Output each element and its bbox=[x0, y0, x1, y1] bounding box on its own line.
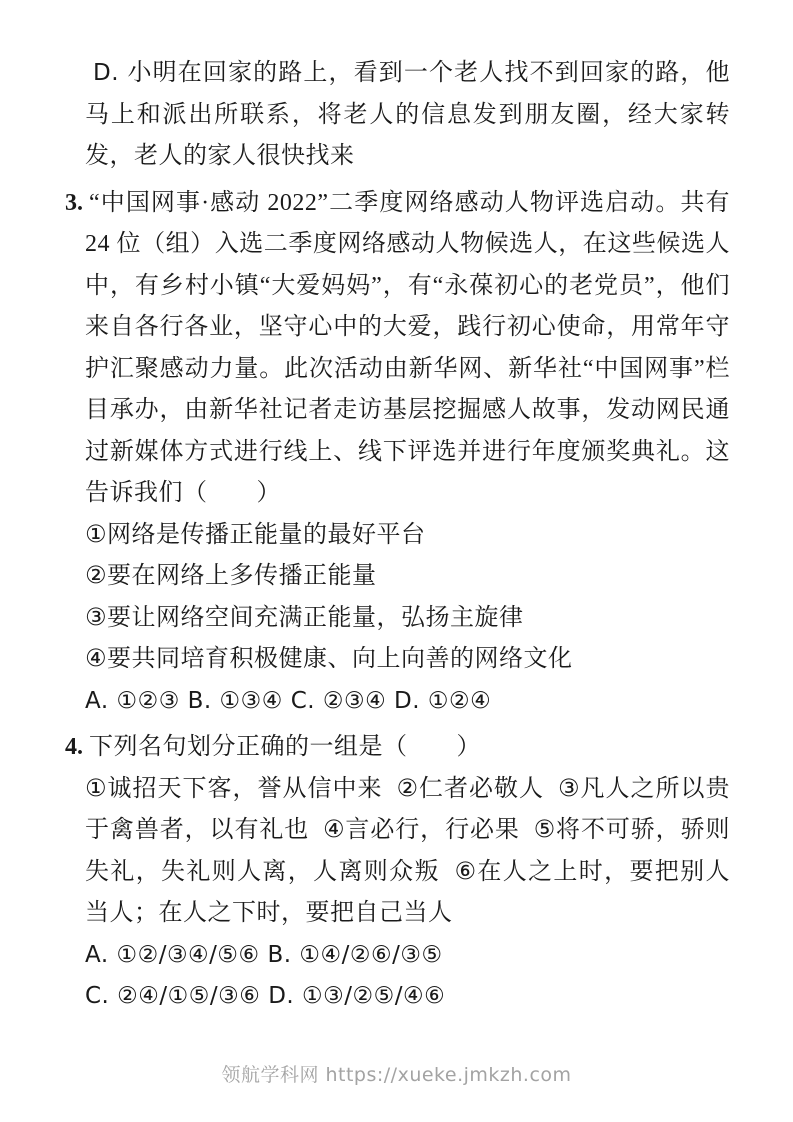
question-4-body: ①诚招天下客，誉从信中来 ②仁者必敬人 ③凡人之所以贵于禽兽者，以有礼也 ④言必行，行必果 ⑤将不可骄，骄则失礼，失礼则人离，人离则众叛 ⑥在人之上时，要把别人当人；在人之下时，要把自己当人 bbox=[85, 775, 730, 926]
question-3-item-2: ②要在网络上多传播正能量 bbox=[85, 563, 377, 589]
question-4-options-line-1: A. ①②/③④/⑤⑥ B. ①④/②⑥/③⑤ bbox=[85, 941, 443, 968]
question-3-item-3: ③要让网络空间充满正能量，弘扬主旋律 bbox=[85, 604, 524, 631]
question-2-option-d bbox=[85, 53, 730, 178]
question-3-number: 3. bbox=[65, 189, 83, 216]
option-d-letter: D. bbox=[93, 60, 128, 86]
watermark-footer bbox=[0, 1061, 793, 1089]
question-3-item-1: ①网络是传播正能量的最好平台 bbox=[85, 521, 426, 548]
question-3-item-4: ④要共同培育积极健康、向上向善的网络文化 bbox=[85, 646, 573, 672]
watermark-text: 领航学科网 https://xueke.jmkzh.com bbox=[221, 1064, 572, 1086]
question-3-options: A. ①②③ B. ①③④ C. ②③④ D. ①②④ bbox=[85, 687, 492, 714]
question-4-stem-paragraph bbox=[65, 727, 730, 769]
question-3-stem: “中国网事·感动 2022”二季度网络感动人物评选启动。共有 24 位（组）入选二季度网络感动人物候选人，在这些候选人中，有乡村小镇“大爱妈妈”，有“永葆初心的老党员”，他们来自各行各业，坚守心中的大爱，践行初心使命，用常年守护汇聚感动力量。此次活动由新华网、新华社“中国网事”栏目承办，由新华社记者走访基层挖掘感人故事，发动网民通过新媒体方式进行线上、线下评选并进行年度颁奖典礼。这告诉我们（ ） bbox=[85, 189, 737, 506]
exam-content bbox=[65, 53, 737, 1018]
question-4-number: 4. bbox=[65, 734, 83, 760]
question-4-stem: 下列名句划分正确的一组是（ ） bbox=[89, 734, 481, 760]
question-4-options-line-2: C. ②④/①⑤/③⑥ D. ①③/②⑤/④⑥ bbox=[85, 983, 446, 1009]
question-3-stem-paragraph bbox=[65, 183, 737, 515]
option-d-text: 小明在回家的路上，看到一个老人找不到回家的路，他马上和派出所联系，将老人的信息发到朋友圈，经大家转发，老人的家人很快找来 bbox=[85, 60, 730, 169]
